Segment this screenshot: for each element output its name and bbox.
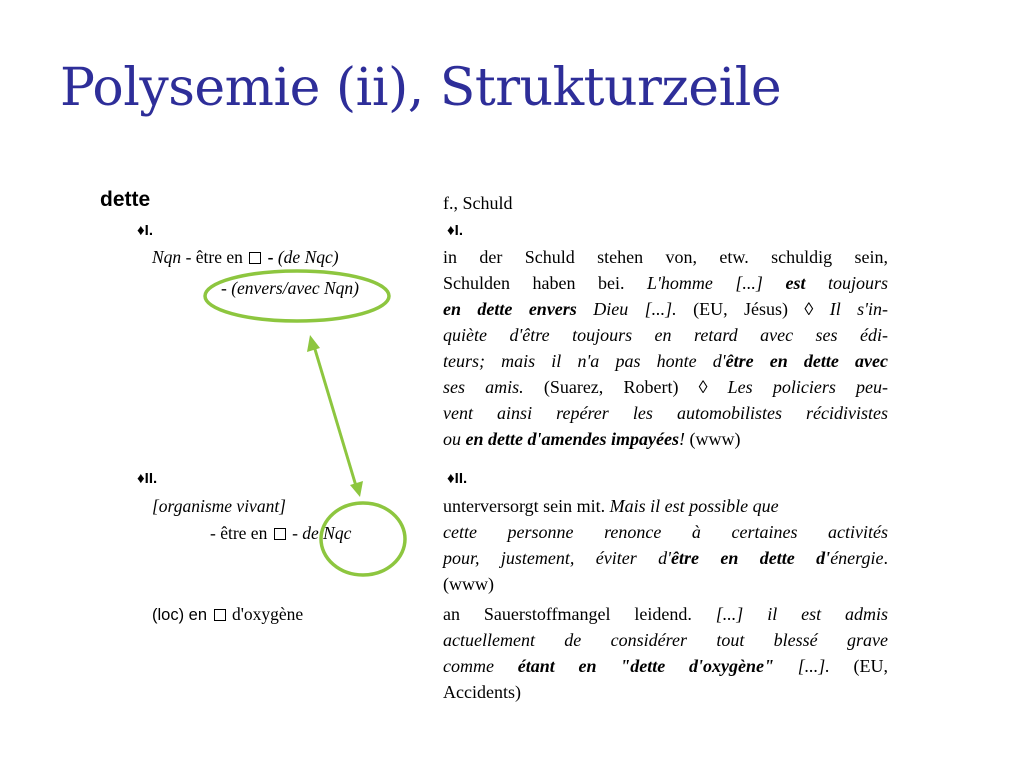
slide-title: Polysemie (ii), Strukturzeile — [60, 58, 782, 118]
etre-en-text: - être en — [181, 247, 248, 267]
sense-1-marker-right: ♦I. — [447, 222, 463, 239]
text-run: Schulden haben bei. — [443, 273, 648, 293]
sense-1-construction-alt: - (envers/avec Nqn) — [221, 278, 359, 298]
example-run: comme — [443, 656, 518, 676]
example-run: L'homme [...] — [647, 273, 786, 293]
arrow-head-top-icon — [307, 335, 320, 352]
highlight-run: être en dette avec — [725, 351, 888, 371]
example-run: Dieu [...]. — [576, 299, 677, 319]
double-arrow-line — [314, 346, 356, 486]
example-run: [...] il est admis — [715, 604, 888, 624]
source-run: (www) — [684, 429, 741, 449]
text-run: an Sauerstoffmangel leidend. — [443, 604, 716, 624]
sense-2-marker-left: ♦II. — [137, 470, 158, 487]
sense-1-marker-left: ♦I. — [137, 222, 153, 239]
sense-1-line-4: quiète d'être toujours en retard avec ses édi- — [443, 325, 888, 345]
highlight-ellipse-top — [205, 271, 389, 321]
arrow-head-bottom-icon — [350, 481, 363, 497]
grammar-info: f., Schuld — [443, 193, 513, 213]
example-run: Il s'in- — [829, 299, 888, 319]
highlight-run: en dette envers — [443, 299, 577, 319]
source-run: (Suarez, Robert) ◊ — [523, 377, 728, 397]
example-run: teurs; mais il n'a pas honte d' — [443, 351, 726, 371]
sense-1-line-1: in der Schuld stehen von, etw. schuldig sein, — [443, 247, 888, 267]
highlight-run: est — [785, 273, 806, 293]
sense-2-domain: [organisme vivant] — [152, 496, 286, 516]
sense-3-line-4: Accidents) — [443, 682, 521, 702]
dash: - — [287, 523, 303, 543]
example-run: Mais il est possible que — [609, 496, 779, 516]
headword: dette — [100, 188, 151, 211]
highlight-run: en dette d'amendes impayées — [465, 429, 679, 449]
etre-en-text: - être en — [210, 523, 272, 543]
text-run: . — [883, 548, 888, 568]
highlight-run: être en dette d' — [671, 548, 831, 568]
de-nqc-label: (de Nqc) — [277, 247, 339, 267]
nqn-label: Nqn — [152, 247, 182, 267]
sense-3-line-2: actuellement de considérer tout blessé grave — [443, 630, 888, 650]
example-run: ! — [678, 429, 685, 449]
sense-2-line-4: (www) — [443, 574, 494, 594]
example-run: [...]. — [773, 656, 830, 676]
source-run: (EU, — [829, 656, 888, 676]
oxygene-text: d'oxygène — [227, 604, 304, 624]
loc-label: (loc) en — [152, 606, 212, 624]
example-run: toujours — [805, 273, 889, 293]
example-run: pour, justement, éviter d' — [443, 548, 672, 568]
dash: - — [263, 247, 278, 267]
example-run: énergie — [830, 548, 884, 568]
text-run: unterversorgt sein mit. — [443, 496, 610, 516]
sense-1-line-7: vent ainsi repérer les automobilistes récidivistes — [443, 403, 888, 423]
source-run: (EU, Jésus) ◊ — [676, 299, 830, 319]
highlight-run: étant en "dette d'oxygène" — [517, 656, 774, 676]
example-run: Les policiers peu- — [727, 377, 888, 397]
example-run: ses amis. — [443, 377, 524, 397]
de-nqc-label: de Nqc — [302, 523, 352, 543]
example-run: ou — [443, 429, 466, 449]
highlight-ellipse-bottom — [321, 503, 405, 575]
sense-2-line-2: cette personne renonce à certaines activités — [443, 522, 888, 542]
sense-2-marker-right: ♦II. — [447, 470, 468, 487]
